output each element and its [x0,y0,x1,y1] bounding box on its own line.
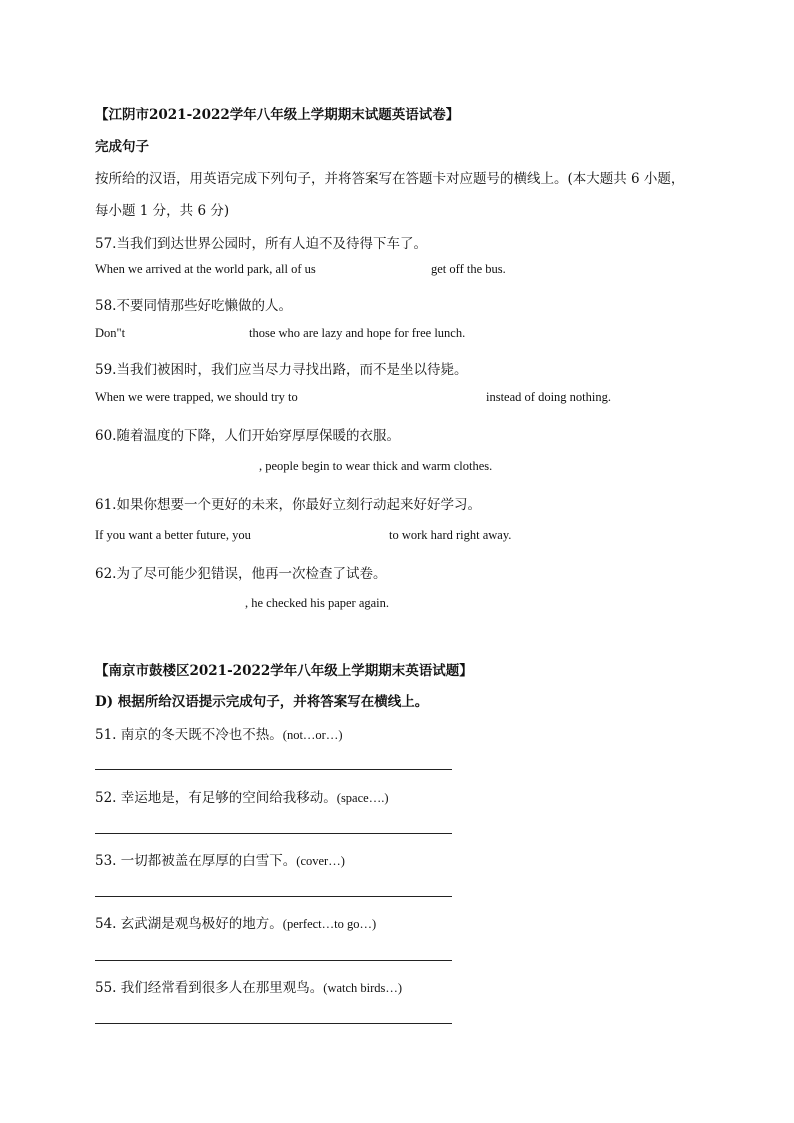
question-hint: (cover…) [296,854,345,868]
question-58-text-after-blank: those who are lazy and hope for free lunch. [249,326,466,340]
question-chinese: 幸运地是，有足够的空间给我移动。 [120,790,337,806]
question-59-chinese: 59.当我们被困时，我们应当尽力寻找出路，而不是坐以待毙。 [95,362,468,378]
question-57-text-before-blank: When we arrived at the world park, all of us [95,262,316,276]
question-61-chinese: 61.如果你想要一个更好的未来，你最好立刻行动起来好好学习。 [95,497,481,513]
section2-source: 【南京市鼓楼区2021-2022学年八年级上学期期末英语试题】 [95,663,473,679]
answer-line-53[interactable] [95,896,452,897]
question-60-chinese: 60.随着温度的下降，人们开始穿厚厚保暖的衣服。 [95,428,400,444]
question-hint: (not…or…) [282,728,343,742]
question-61-text-before-blank: If you want a better future, you [95,528,251,542]
section1-instruction-line1: 按所给的汉语，用英语完成下列句子，并将答案写在答题卡对应题号的横线上。(本大题共 6 小题， [95,171,685,187]
question-61-text-after-blank: to work hard right away. [389,528,512,542]
question-62-text-after-blank: , he checked his paper again. [245,596,390,610]
question-chinese: 玄武湖是观鸟极好的地方。 [120,916,283,932]
question-hint: (watch birds…) [323,981,403,995]
answer-line-52[interactable] [95,833,452,834]
question-number: 55. [95,980,117,996]
question-62-chinese: 62.为了尽可能少犯错误，他再一次检查了试卷。 [95,566,387,582]
question-number: 51. [95,727,117,743]
question-55 [95,976,402,996]
question-58-chinese: 58.不要同情那些好吃懒做的人。 [95,298,292,314]
answer-line-54[interactable] [95,960,452,961]
section1-heading: 完成句子 [95,139,149,155]
section1-source: 【江阴市2021-2022学年八年级上学期期末试题英语试卷】 [95,107,460,123]
question-hint: (perfect…to go…) [282,917,377,931]
section1-instruction-line2: 每小题 1 分，共 6 分) [95,203,230,219]
question-57-text-after-blank: get off the bus. [431,262,506,276]
question-number: 52. [95,790,117,806]
question-hint: (space….) [336,791,389,805]
question-59-text-after-blank: instead of doing nothing. [486,390,611,404]
question-54 [95,912,376,932]
question-52 [95,786,389,806]
section2-heading: D) 根据所给汉语提示完成句子，并将答案写在横线上。 [95,694,429,710]
answer-line-55[interactable] [95,1023,452,1024]
question-chinese: 南京的冬天既不冷也不热。 [120,727,283,743]
question-57-chinese: 57.当我们到达世界公园时，所有人迫不及待得下车了。 [95,236,427,252]
question-number: 53. [95,853,117,869]
question-chinese: 我们经常看到很多人在那里观鸟。 [120,980,324,996]
question-chinese: 一切都被盖在厚厚的白雪下。 [120,853,297,869]
question-59-text-before-blank: When we were trapped, we should try to [95,390,298,404]
question-51 [95,723,343,743]
question-60-text-after-blank: , people begin to wear thick and warm clothes. [259,459,493,473]
question-number: 54. [95,916,117,932]
answer-line-51[interactable] [95,769,452,770]
question-58-text-before-blank: Don"t [95,326,126,340]
question-53 [95,849,345,869]
